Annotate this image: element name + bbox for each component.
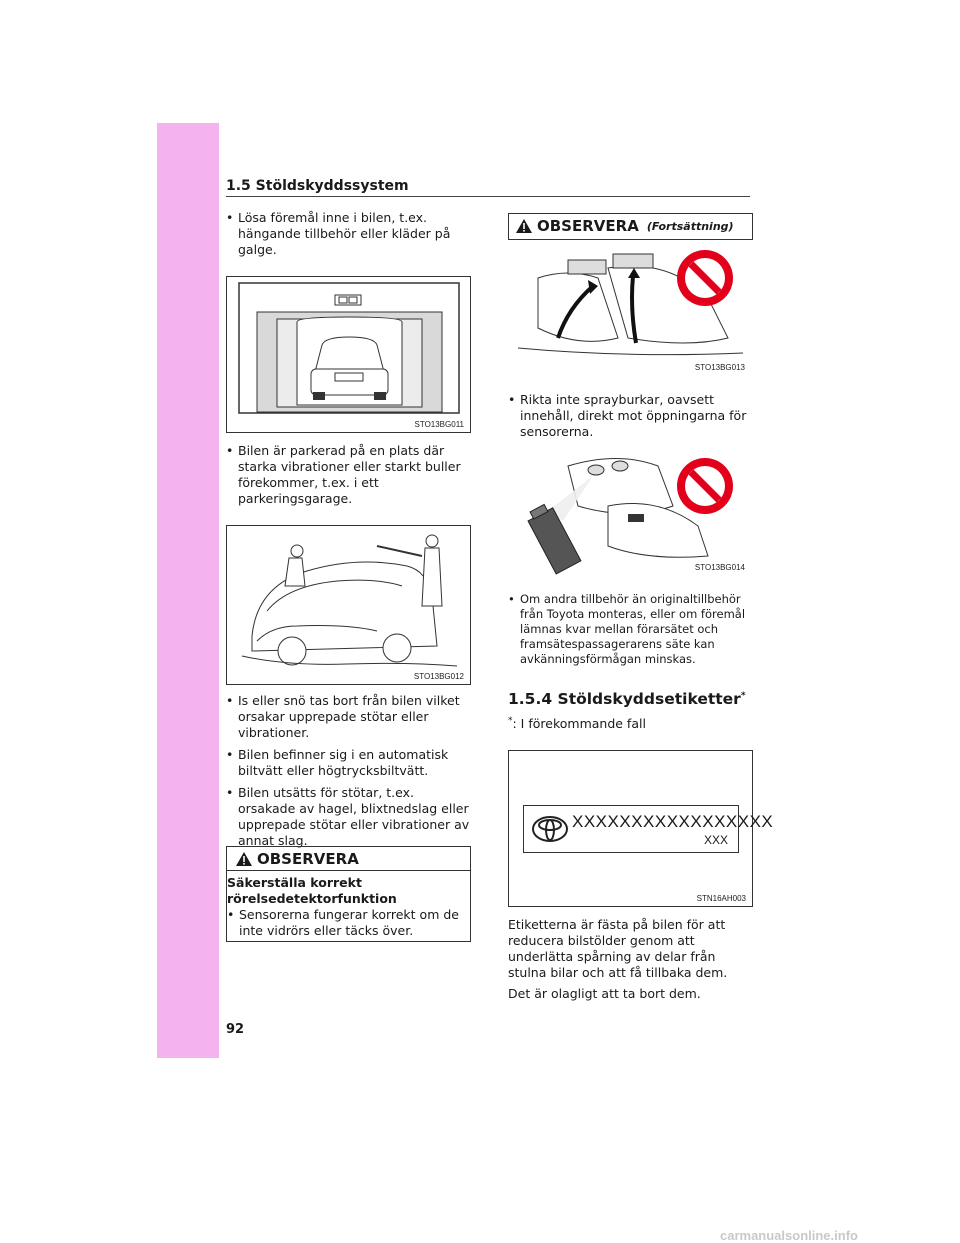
toyota-logo-icon: [530, 814, 570, 844]
list-item: • Om andra tillbehör än originaltillbehör från Toyota monteras, eller om föremål lämnas kvar mellan förarsätet och framsätespassagerarens säte kan avkänningsförmågan minskas.: [508, 592, 746, 666]
label-id-text: XXXXXXXXXXXXXXXXX: [572, 812, 774, 831]
observera-box: [226, 846, 471, 942]
observera-title: OBSERVERA: [537, 217, 639, 235]
paragraph-1: Etiketterna är fästa på bilen för att reducera bilstölder genom att underlätta spårning av delar från stulna bilar och att få tillbaka dem.: [508, 917, 728, 980]
observera-subtitle: Säkerställa korrekt rörelsedetektorfunktion: [227, 875, 397, 906]
figure-snow-removal: [226, 525, 471, 685]
bullet-list-right-1: [508, 392, 752, 446]
figure-code: STN16AH003: [696, 894, 746, 903]
paragraph-2: Det är olagligt att ta bort dem.: [508, 986, 701, 1001]
bullet-list-2: [226, 443, 470, 513]
figure-sensor-reach: [508, 238, 751, 374]
list-item: • Bilen befinner sig i en automatisk biltvätt eller högtrycksbiltvätt.: [226, 747, 449, 778]
list-item: • Lösa föremål inne i bilen, t.ex. hängande tillbehör eller kläder på galge.: [226, 210, 451, 257]
snow-removal-illustration: [227, 526, 470, 684]
observera-continued-header: [508, 213, 753, 240]
page-number: 92: [226, 1022, 245, 1037]
figure-code: STO13BG011: [414, 420, 464, 429]
warning-icon: [515, 218, 533, 234]
figure-code: STO13BG014: [694, 563, 745, 572]
section-header: 1.5 Stöldskyddssystem: [226, 178, 750, 197]
car-wash-illustration: [227, 277, 470, 432]
figure-code: STO13BG012: [413, 672, 464, 681]
spray-can-illustration: [508, 446, 751, 574]
label-sub-text: XXX: [703, 833, 728, 847]
section-title: [508, 690, 746, 708]
watermark-text: carmanualsonline.info: [720, 1228, 858, 1243]
footnote: [508, 716, 646, 731]
theft-label-sample: [523, 805, 774, 853]
footnote-text: : I förekommande fall: [512, 716, 646, 732]
bullet-list-3: [226, 693, 470, 855]
figure-spray-can: [508, 446, 751, 574]
list-item: • Bilen utsätts för stötar, t.ex. orsakade av hagel, blixtnedslag eller upprepade stötar eller vibrationer av annat slag.: [226, 785, 470, 848]
chapter-tab-sidebar: [157, 123, 219, 1058]
bullet-list-right-2: [508, 592, 752, 673]
figure-theft-label: [508, 750, 774, 907]
observera-title: OBSERVERA: [257, 850, 359, 868]
sensor-reach-illustration: [508, 238, 751, 374]
list-item: • Is eller snö tas bort från bilen vilket orsakar upprepade stötar eller vibrationer.: [226, 693, 460, 740]
asterisk: *: [508, 716, 513, 726]
list-item: • Bilen är parkerad på en plats där starka vibrationer eller starkt buller förekommer, t.ex. i ett parkeringsgarage.: [226, 443, 461, 506]
section-title-text: 1.5.4 Stöldskyddsetiketter: [508, 690, 741, 708]
list-item: • Rikta inte sprayburkar, oavsett innehåll, direkt mot öppningarna för sensorerna.: [508, 392, 747, 439]
figure-code: STO13BG013: [694, 363, 745, 372]
observera-continued-label: (Fortsättning): [646, 219, 734, 233]
asterisk: *: [740, 690, 746, 701]
warning-icon: [235, 851, 253, 867]
list-item: • Sensorerna fungerar korrekt om de inte vidrörs eller täcks över.: [227, 907, 459, 938]
observera-heading: [509, 214, 752, 235]
bullet-list-1: [226, 210, 470, 264]
figure-car-wash: [226, 276, 471, 433]
observera-heading: [235, 850, 470, 868]
